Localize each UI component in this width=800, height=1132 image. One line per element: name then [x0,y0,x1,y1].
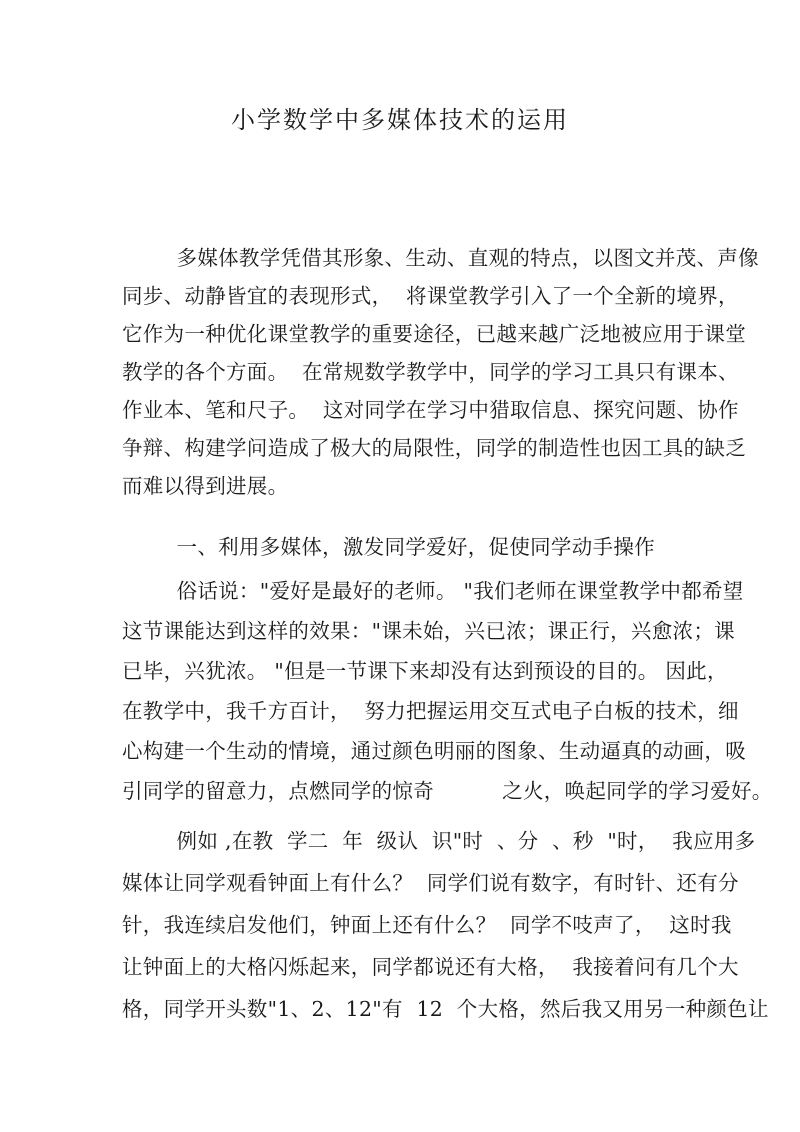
section-heading: 一、利用多媒体，激发同学爱好，促使同学动手操作 [122,535,655,559]
document-title: 小学数学中多媒体技术的运用 [231,106,569,134]
paragraph-line: 争辩、构建学问造成了极大的局限性，同学的制造性也因工具的缺乏 [122,436,746,460]
paragraph-line: 针，我连续启发他们，钟面上还有什么？ 同学不吱声了， 这时我 [122,913,732,937]
paragraph-line: 媒体让同学观看钟面上有什么？ 同学们说有数字，有时针、还有分 [122,871,739,895]
paragraph-line: 它作为一种优化课堂教学的重要途径，已越来越广泛地被应用于课堂 [122,322,746,346]
paragraph-line: 格，同学开头数"1、2、12"有 12 个大格，然后我又用另一种颜色让 [122,997,769,1021]
paragraph-line: 引同学的留意力，点燃同学的惊奇 之火，唤起同学的学习爱好。 [122,779,773,803]
paragraph-line: 这节课能达到这样的效果："课未始，兴已浓；课正行，兴愈浓；课 [122,619,735,643]
paragraph-line: 心构建一个生动的情境，通过颜色明丽的图象、生动逼真的动画，吸 [122,739,746,763]
paragraph-line: 作业本、笔和尺子。 这对同学在学习中猎取信息、探究问题、协作 [122,398,739,422]
paragraph-line: 例如 ,在教 学二 年 级认 识"时 、分 、秒 "时， 我应用多 [122,829,756,853]
paragraph-line: 同步、动静皆宜的表现形式， 将课堂教学引入了一个全新的境界， [122,284,739,308]
paragraph-line: 在教学中，我千方百计， 努力把握运用交互式电子白板的技术，细 [122,699,739,723]
paragraph-line: 多媒体教学凭借其形象、生动、直观的特点，以图文并茂、声像 [122,246,759,270]
paragraph-line: 而难以得到进展。 [122,474,289,498]
paragraph-line: 教学的各个方面。 在常规数学教学中，同学的学习工具只有课本、 [122,360,739,384]
paragraph-line: 已毕，兴犹浓。 "但是一节课下来却没有达到预设的目的。 因此， [122,659,728,683]
paragraph-line: 俗话说："爱好是最好的老师。 "我们老师在课堂教学中都希望 [122,579,744,603]
paragraph-line: 让钟面上的大格闪烁起来，同学都说还有大格， 我接着问有几个大 [122,955,739,979]
